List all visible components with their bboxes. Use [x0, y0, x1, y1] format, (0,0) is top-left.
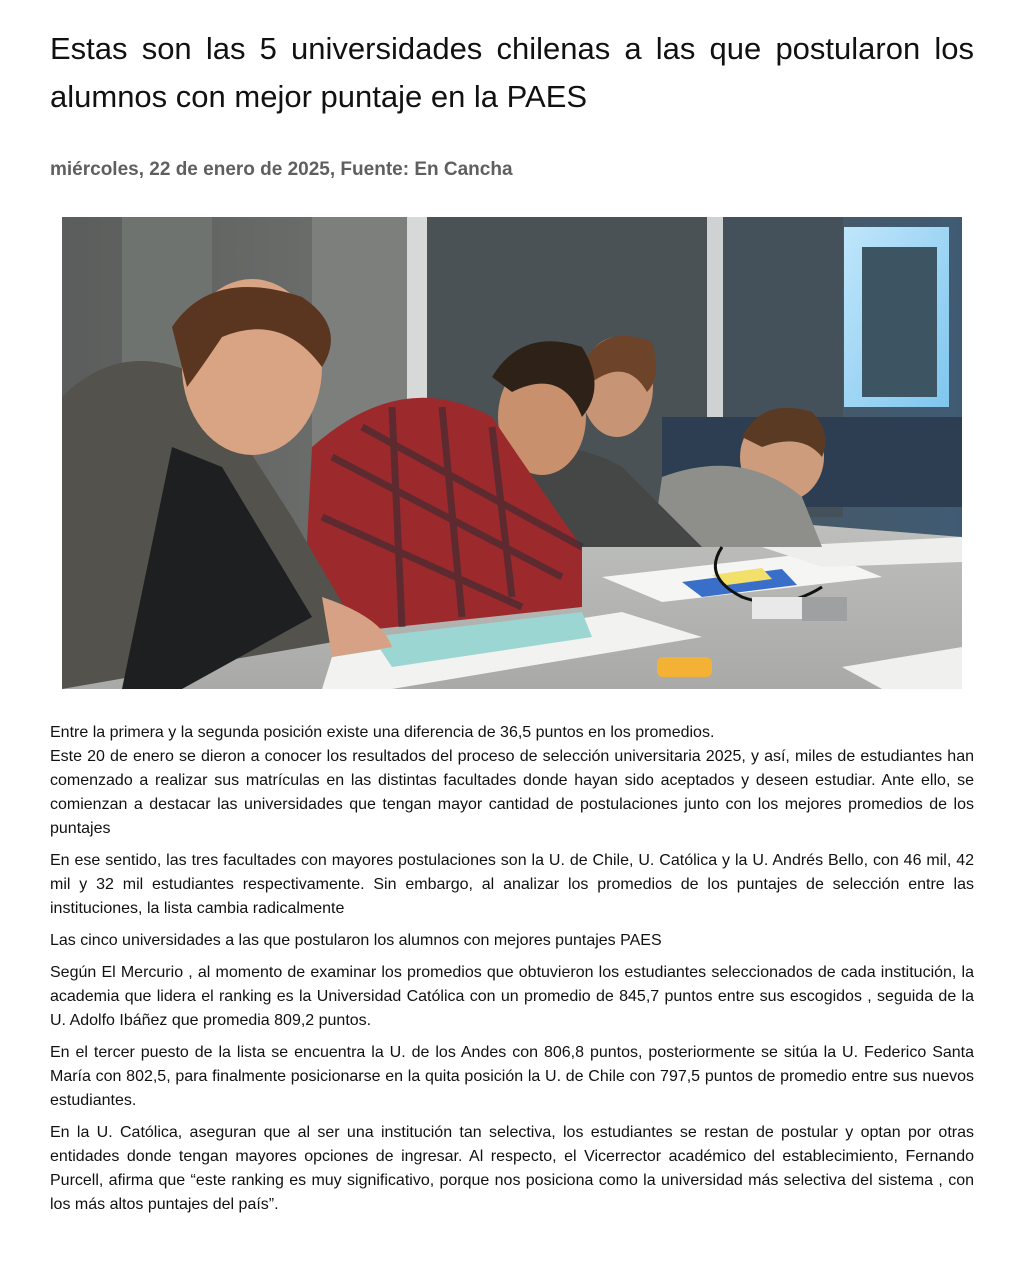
article-paragraph: Las cinco universidades a las que postularon los alumnos con mejores puntajes PAES: [50, 932, 662, 949]
article-body: [50, 721, 974, 1217]
article-paragraph: En ese sentido, las tres facultades con mayores postulaciones son la U. de Chile, U. Católica y la U. Andrés Bello, con 46 mil, 42 mil y 32 mil estudiantes respectivamente. Sin embargo, al analizar los promedios de los puntajes de selección entre las instituciones, la lista cambia radicalmente: [50, 852, 974, 917]
article-paragraph: Según El Mercurio , al momento de examinar los promedios que obtuvieron los estudiantes seleccionados de cada institución, la academia que lidera el ranking es la Universidad Católica con un promedio de 845,7 puntos entre sus escogidos , seguida de la U. Adolfo Ibáñez que promedia 809,2 puntos.: [50, 964, 974, 1029]
article-meta: miércoles, 22 de enero de 2025, Fuente: En Cancha: [50, 159, 513, 180]
article-paragraph: En el tercer puesto de la lista se encuentra la U. de los Andes con 806,8 puntos, posteriormente se sitúa la U. Federico Santa María con 802,5, para finalmente posicionarse en la quita posición la U. de Chile con 797,5 puntos de promedio entre sus nuevos estudiantes.: [50, 1044, 974, 1109]
article-paragraph: Entre la primera y la segunda posición existe una diferencia de 36,5 puntos en los promedios.: [50, 724, 715, 741]
article-paragraph: Este 20 de enero se dieron a conocer los resultados del proceso de selección universitaria 2025, y así, miles de estudiantes han comenzado a realizar sus matrículas en las distintas facultades donde hayan sido aceptados y deseen estudiar. Ante ello, se comienzan a destacar las universidades que tengan mayor cantidad de postulaciones junto con los mejores promedios de los puntajes: [50, 748, 974, 837]
students-exam-photo: [62, 217, 962, 689]
article-title: Estas son las 5 universidades chilenas a las que postularon los alumnos con mejor puntaje en la PAES: [50, 31, 974, 114]
article: [50, 0, 974, 1225]
article-paragraph: En la U. Católica, aseguran que al ser una institución tan selectiva, los estudiantes se restan de postular y optan por otras entidades donde tengan mayores opciones de ingresar. Al respecto, el Vicerrector académico del establecimiento, Fernando Purcell, afirma que “este ranking es muy significativo, porque nos posiciona como la universidad más selectiva del sistema , con los más altos puntajes del país”.: [50, 1124, 974, 1213]
article-photo: [62, 217, 962, 689]
